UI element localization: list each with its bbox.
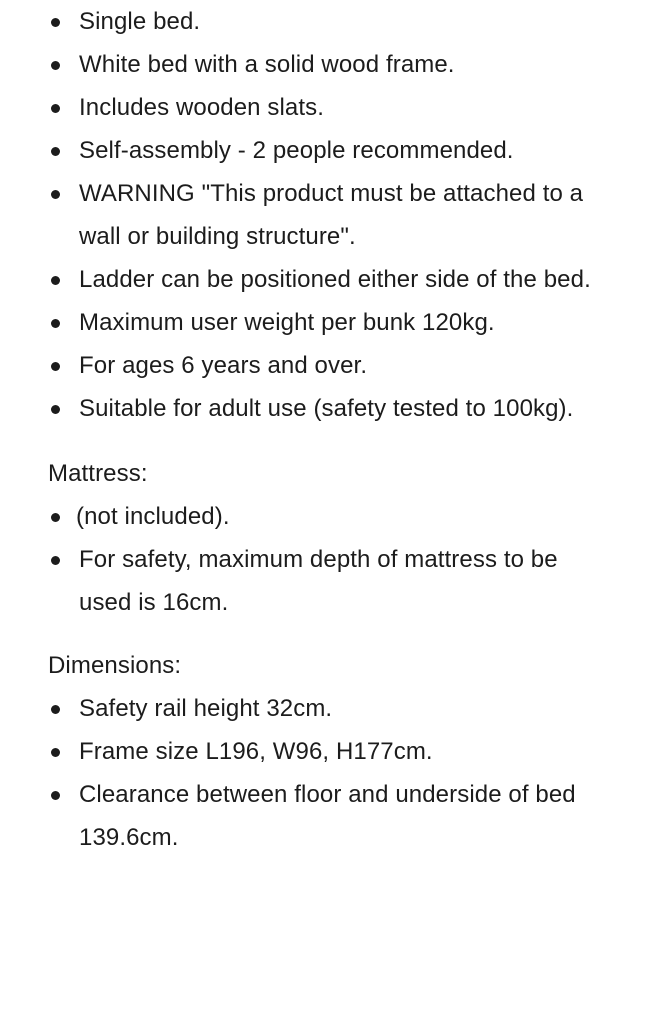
dimensions-list	[48, 687, 606, 859]
list-item	[48, 172, 606, 258]
list-item-text: Clearance between floor and underside of bed 139.6cm.	[79, 781, 576, 851]
mattress-heading: Mattress:	[48, 460, 148, 487]
list-item-text: (not included).	[76, 503, 230, 530]
features-list	[48, 0, 606, 430]
list-item-text: Ladder can be positioned either side of the bed.	[79, 266, 591, 293]
list-item-text: White bed with a solid wood frame.	[79, 51, 455, 78]
list-item-text: Maximum user weight per bunk 120kg.	[79, 309, 495, 336]
bullet-icon	[51, 147, 60, 156]
list-item	[48, 86, 606, 129]
bullet-icon	[51, 61, 60, 70]
bullet-icon	[51, 276, 60, 285]
list-item-text: Suitable for adult use (safety tested to 100kg).	[79, 395, 574, 422]
bullet-icon	[51, 791, 60, 800]
bullet-icon	[51, 405, 60, 414]
list-item-text: Safety rail height 32cm.	[79, 695, 333, 722]
bullet-icon	[51, 190, 60, 199]
list-item-text: Single bed.	[79, 8, 201, 35]
list-item	[48, 301, 606, 344]
bullet-icon	[51, 705, 60, 714]
list-item	[48, 0, 606, 43]
mattress-list	[48, 495, 606, 624]
list-item	[48, 773, 606, 859]
list-item-text: For ages 6 years and over.	[79, 352, 368, 379]
list-item-text: Self-assembly - 2 people recommended.	[79, 137, 514, 164]
bullet-icon	[51, 556, 60, 565]
list-item	[48, 344, 606, 387]
list-item	[48, 687, 606, 730]
list-item	[48, 387, 606, 430]
list-item	[48, 730, 606, 773]
list-item	[48, 538, 606, 624]
bullet-icon	[51, 104, 60, 113]
bullet-icon	[51, 362, 60, 371]
list-item-text: WARNING "This product must be attached to a wall or building structure".	[79, 180, 584, 250]
dimensions-heading: Dimensions:	[48, 652, 182, 679]
list-item-text: Frame size L196, W96, H177cm.	[79, 738, 433, 765]
list-item	[48, 495, 606, 538]
bullet-icon	[51, 319, 60, 328]
list-item	[48, 43, 606, 86]
bullet-icon	[51, 513, 60, 522]
list-item	[48, 258, 606, 301]
list-item-text: Includes wooden slats.	[79, 94, 325, 121]
list-item	[48, 129, 606, 172]
bullet-icon	[51, 748, 60, 757]
list-item-text: For safety, maximum depth of mattress to be used is 16cm.	[79, 546, 558, 616]
bullet-icon	[51, 18, 60, 27]
